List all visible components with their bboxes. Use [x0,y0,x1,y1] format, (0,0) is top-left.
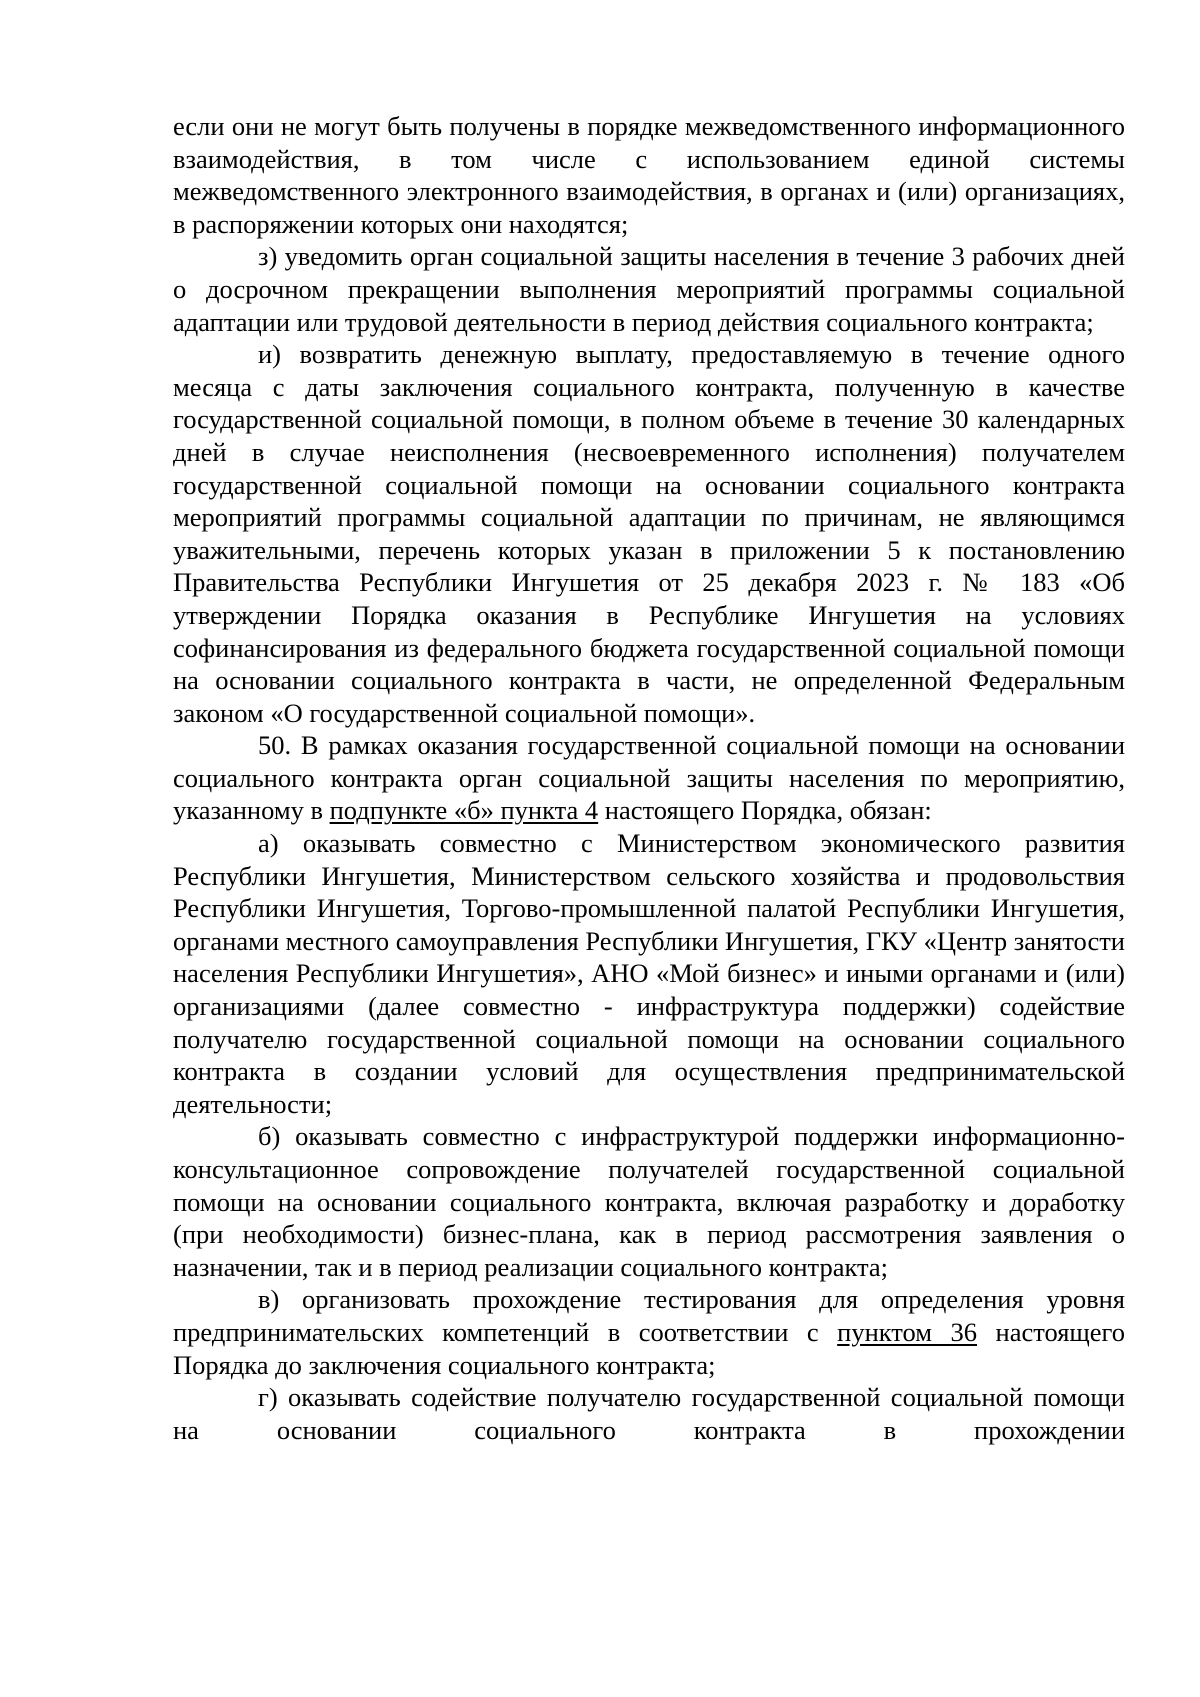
paragraph-item-v [173,1283,1125,1381]
paragraph-item-i: и) возвратить денежную выплату, предоставляемую в течение одного месяца с даты заключения социального контракта, полученную в качестве государственной социальной помощи, в полном объеме в течение 30 календарных дней в случае неисполнения (несвоевременного исполнения) получателем государственной социальной помощи на основании социального контракта мероприятий программы социальной адаптации по причинам, не являющимся уважительными, перечень которых указан в приложении 5 к постановлению Правительства Республики Ингушетия от 25 декабря 2023 г. № 183 «Об утверждении Порядка оказания в Республике Ингушетия на условиях софинансирования из федерального бюджета государственной социальной помощи на основании социального контракта в части, не определенной Федеральным законом «О государственной социальной помощи». [173,339,1125,728]
paragraph-intro-continuation: если они не могут быть получены в порядке межведомственного информационного взаимодействия, в том числе с использованием единой системы межведомственного электронного взаимодействия, в органах и (или) организациях, в распоряжении которых они находятся; [173,111,1125,239]
paragraph-50-text-start: 50. В рамках оказания государственной социальной помощи на основании социального контракта орган социальной защиты населения по мероприятию, указанному в [173,730,1125,826]
link-point-36[interactable]: пунктом 36 [837,1316,978,1347]
paragraph-50-text-end: настоящего Порядка, обязан: [598,795,932,826]
paragraph-v-text-end: настоящего Порядка до заключения социального контракта; [173,1316,1126,1380]
paragraph-50 [173,729,1125,827]
paragraph-v-text-start: в) организовать прохождение тестирования для определения уровня предпринимательских компетенций в соответствии с [173,1284,1125,1347]
document-page [173,110,1125,1446]
paragraph-item-z: з) уведомить орган социальной защиты населения в течение 3 рабочих дней о досрочном прекращении выполнения мероприятий программы социальной адаптации или трудовой деятельности в период действия социального контракта; [173,241,1125,337]
link-subparagraph-b-point-4[interactable]: подпункте «б» пункта 4 [329,795,599,826]
paragraph-item-b: б) оказывать совместно с инфраструктурой поддержки информационно-консультационное сопровождение получателей государственной социальной помощи на основании социального контракта, включая разработку и доработку (при необходимости) бизнес-плана, как в период рассмотрения заявления о назначении, так и в период реализации социального контракта; [173,1121,1125,1282]
paragraph-item-g: г) оказывать содействие получателю государственной социальной помощи на основании социального контракта в прохождении [173,1382,1125,1445]
paragraph-item-a: а) оказывать совместно с Министерством экономического развития Республики Ингушетия, Министерством сельского хозяйства и продовольствия Республики Ингушетия, Торгово-промышленной палатой Республики Ингушетия, органами местного самоуправления Республики Ингушетия, ГКУ «Центр занятости населения Республики Ингушетия», АНО «Мой бизнес» и иными органами и (или) организациями (далее совместно - инфраструктура поддержки) содействие получателю государственной социальной помощи на основании социального контракта в создании условий для осуществления предпринимательской деятельности; [173,828,1125,1119]
